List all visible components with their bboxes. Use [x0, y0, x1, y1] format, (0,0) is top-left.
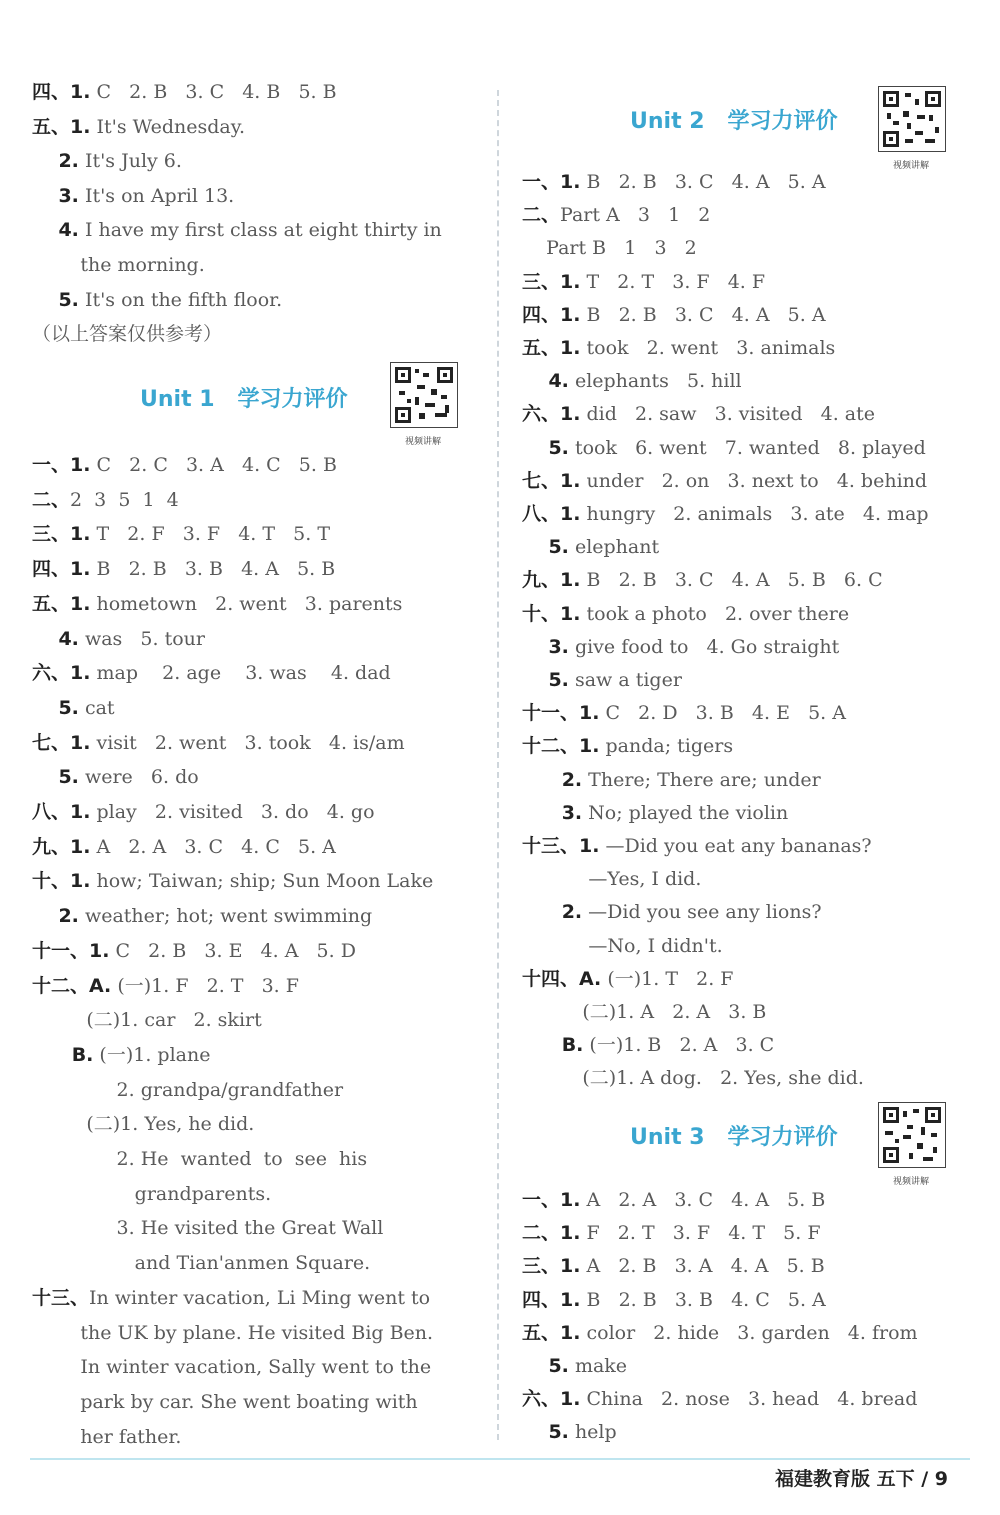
answer-text: It's on the fifth floor.: [78, 288, 283, 311]
answer-line: [522, 1000, 766, 1024]
question-number: 十二、A.: [32, 974, 112, 997]
unit2-qr-caption: 视频讲解: [892, 161, 929, 171]
answer-line: [522, 1221, 821, 1245]
answer-line: [32, 974, 299, 998]
question-number: 四、1.: [522, 303, 581, 326]
answer-line: [522, 236, 697, 260]
answer-text: (一)1. B 2. A 3. C: [583, 1034, 775, 1057]
answer-line: [522, 502, 929, 526]
answer-text: (一)1. T 2. F: [601, 967, 734, 990]
question-number: 六、1.: [522, 403, 581, 426]
question-number: 5.: [522, 1355, 569, 1377]
answer-text: did 2. saw 3. visited 4. ate: [580, 403, 875, 426]
answer-line: [522, 1288, 826, 1312]
answer-line: [522, 1321, 918, 1345]
answer-line: [522, 436, 926, 460]
unit3-title: Unit 3 学习力评价: [630, 1125, 838, 1150]
answer-line: [32, 149, 182, 173]
answer-line: [32, 1425, 181, 1449]
answer-text: hometown 2. went 3. parents: [90, 592, 403, 615]
question-number: 5.: [32, 766, 79, 789]
question-number: 四、1.: [32, 558, 91, 581]
question-number: 二、1.: [522, 1222, 581, 1245]
answer-line: [32, 627, 205, 651]
answer-text: took 2. went 3. animals: [580, 337, 836, 359]
answer-text: hungry 2. animals 3. ate 4. map: [580, 503, 929, 525]
answer-line: [32, 218, 442, 242]
question-number: 4.: [32, 627, 79, 650]
question-number: 5.: [522, 1421, 569, 1444]
answer-line: [32, 696, 115, 720]
answer-line: [32, 904, 372, 928]
answer-line: [522, 668, 682, 692]
answer-line: [522, 834, 872, 858]
answer-text: elephant: [568, 536, 660, 559]
answer-line: [32, 184, 234, 208]
answer-text: Part A 3 1 2: [560, 204, 711, 227]
answer-line: [522, 270, 765, 294]
question-number: 五、1.: [522, 1321, 581, 1344]
answer-text: weather; hot; went swimming: [78, 905, 373, 928]
answer-text: (二)1. Yes, he did.: [32, 1113, 255, 1136]
bottom-rule: [30, 1458, 970, 1460]
answer-text: her father.: [32, 1425, 182, 1448]
answer-line: [522, 934, 723, 958]
answer-line: [32, 731, 405, 755]
question-number: 六、1.: [522, 1388, 581, 1411]
question-number: 十四、A.: [522, 967, 602, 990]
answer-text: I have my first class at eight thirty in: [78, 219, 442, 242]
question-number: 一、1.: [522, 1189, 581, 1211]
unit1-qr-caption: 视频讲解: [404, 437, 441, 447]
question-number: 九、1.: [522, 569, 581, 592]
answer-text: (二)1. A dog. 2. Yes, she did.: [522, 1067, 864, 1090]
answer-text: 2 3 5 1 4: [70, 488, 179, 511]
answer-text: took a photo 2. over there: [580, 602, 850, 625]
answer-text: （以上答案仅供参考）: [32, 323, 223, 346]
answer-line: [522, 1066, 864, 1090]
answer-line: [522, 635, 839, 659]
answer-text: There; There are; under: [582, 768, 821, 791]
answer-line: [522, 1354, 627, 1378]
answer-text: play 2. visited 3. do 4. go: [90, 801, 375, 823]
answer-line: [32, 1321, 433, 1345]
unit1-title: Unit 1 学习力评价: [140, 387, 348, 412]
answer-text: color 2. hide 3. garden 4. from: [580, 1321, 918, 1344]
answer-line: [32, 488, 179, 512]
answer-text: It's on April 13.: [78, 184, 235, 207]
unit2-qr-code-icon[interactable]: [878, 86, 946, 152]
question-number: 4.: [522, 370, 569, 393]
question-number: 十三、: [32, 1286, 90, 1309]
answer-line: [32, 1390, 418, 1414]
unit3-qr-code-icon[interactable]: [878, 1102, 946, 1168]
answer-text: 3. He visited the Great Wall: [32, 1217, 384, 1240]
answer-text: China 2. nose 3. head 4. bread: [580, 1388, 918, 1411]
answer-line: [522, 535, 659, 559]
question-number: B.: [32, 1043, 94, 1066]
answer-text: saw a tiger: [568, 669, 682, 691]
answer-text: give food to 4. Go straight: [568, 635, 840, 658]
answer-text: (一)1. F 2. T 3. F: [111, 974, 299, 997]
answer-line: [522, 900, 822, 924]
answer-text: was 5. tour: [78, 627, 205, 650]
answer-text: A 2. A 3. C 4. C 5. A: [90, 835, 336, 858]
answer-text: map 2. age 3. was 4. dad: [90, 662, 391, 685]
answer-line: [32, 1286, 430, 1310]
answer-line: [32, 800, 375, 824]
answer-text: grandparents.: [32, 1182, 272, 1205]
answer-line: [32, 1043, 210, 1067]
question-number: 2.: [522, 768, 583, 791]
answer-line: [32, 1355, 431, 1379]
answer-text: —Yes, I did.: [522, 868, 702, 891]
question-number: 3.: [32, 184, 79, 207]
answer-line: [32, 765, 199, 789]
question-number: 5.: [32, 696, 79, 719]
answer-line: [522, 801, 788, 825]
answer-text: B 2. B 3. C 4. A 5. A: [580, 303, 826, 326]
answer-text: cat: [78, 696, 115, 719]
answer-text: F 2. T 3. F 4. T 5. F: [580, 1222, 821, 1245]
answer-line: [522, 1254, 825, 1278]
answer-line: [522, 1420, 617, 1444]
answer-text: No; played the violin: [582, 801, 789, 824]
answer-line: [522, 170, 826, 194]
answer-text: Part B 1 3 2: [522, 237, 697, 260]
question-number: 十、1.: [522, 602, 581, 625]
answer-text: (二)1. car 2. skirt: [32, 1009, 262, 1032]
answer-line: [32, 1147, 367, 1171]
answer-line: [522, 469, 927, 493]
answer-line: [32, 1216, 383, 1240]
answer-text: B 2. B 3. C 4. A 5. A: [580, 171, 826, 193]
answer-line: [32, 1182, 271, 1206]
answer-line: [32, 557, 335, 581]
answer-line: [32, 1251, 370, 1275]
answer-text: took 6. went 7. wanted 8. played: [568, 436, 926, 459]
answer-text: (二)1. A 2. A 3. B: [522, 1001, 767, 1023]
answer-line: [32, 939, 356, 963]
answer-line: [522, 701, 846, 725]
question-number: 八、1.: [522, 503, 581, 525]
question-number: 三、1.: [32, 523, 91, 546]
answer-text: In winter vacation, Sally went to the: [32, 1356, 432, 1379]
answer-text: visit 2. went 3. took 4. is/am: [90, 731, 405, 754]
answer-text: 2. grandpa/grandfather: [32, 1078, 344, 1101]
question-number: 一、1.: [32, 454, 91, 476]
answer-text: A 2. A 3. C 4. A 5. B: [580, 1189, 826, 1211]
answer-text: C 2. B 3. C 4. B 5. B: [90, 81, 337, 103]
question-number: 五、1.: [32, 592, 91, 615]
answer-text: C 2. B 3. E 4. A 5. D: [109, 939, 356, 962]
answer-text: It's Wednesday.: [90, 115, 246, 138]
answer-line: [522, 336, 835, 360]
unit1-qr-code-icon[interactable]: [390, 362, 458, 428]
column-divider: [497, 90, 499, 1440]
question-number: 5.: [522, 436, 569, 459]
answer-text: B 2. B 3. B 4. A 5. B: [90, 558, 336, 581]
answer-line: [522, 967, 733, 991]
answer-text: the UK by plane. He visited Big Ben.: [32, 1321, 434, 1344]
unit2-title: Unit 2 学习力评价: [630, 109, 838, 134]
answer-line: [522, 867, 701, 891]
answer-line: [522, 402, 875, 426]
answer-line: [32, 253, 205, 277]
question-number: 十、1.: [32, 870, 91, 893]
answer-line: [32, 1112, 254, 1136]
page-footer: 福建教育版 五下 / 9: [774, 1468, 948, 1490]
answer-line: [522, 568, 883, 592]
question-number: B.: [522, 1034, 584, 1057]
answer-line: [32, 288, 282, 312]
answer-line: [32, 522, 330, 546]
answer-line: [522, 768, 821, 792]
unit3-qr-caption: 视频讲解: [892, 1177, 929, 1187]
question-number: 二、: [522, 204, 561, 227]
question-number: 十二、1.: [522, 735, 600, 758]
question-number: 2.: [32, 150, 79, 173]
answer-text: 2. He wanted to see his: [32, 1148, 368, 1170]
question-number: 5.: [522, 669, 569, 691]
question-number: 5.: [522, 536, 569, 559]
question-number: 七、1.: [32, 731, 91, 754]
answer-line: [32, 453, 337, 477]
question-number: 四、1.: [32, 81, 91, 103]
question-number: 一、1.: [522, 171, 581, 193]
question-number: 三、1.: [522, 270, 581, 293]
answer-text: —No, I didn't.: [522, 934, 723, 957]
question-number: 四、1.: [522, 1288, 581, 1311]
answer-text: T 2. T 3. F 4. F: [580, 270, 766, 293]
answer-text: and Tian'anmen Square.: [32, 1252, 371, 1275]
answer-text: help: [568, 1421, 617, 1444]
question-number: 六、1.: [32, 662, 91, 685]
question-number: 九、1.: [32, 835, 91, 858]
answer-text: park by car. She went boating with: [32, 1390, 418, 1413]
answer-line: [32, 661, 391, 685]
answer-text: under 2. on 3. next to 4. behind: [580, 469, 928, 492]
answer-line: [522, 734, 733, 758]
answer-text: make: [568, 1355, 628, 1377]
question-number: 5.: [32, 288, 79, 311]
answer-text: C 2. C 3. A 4. C 5. B: [90, 454, 337, 476]
answer-line: [32, 115, 245, 139]
answer-line: [522, 1033, 774, 1057]
answer-line: [32, 1008, 262, 1032]
question-number: 3.: [522, 801, 583, 824]
answer-line: [522, 303, 826, 327]
question-number: 2.: [32, 905, 79, 928]
answer-line: [522, 203, 710, 227]
question-number: 二、: [32, 488, 71, 511]
answer-line: [522, 369, 742, 393]
question-number: 4.: [32, 219, 79, 242]
question-number: 3.: [522, 635, 569, 658]
answer-text: It's July 6.: [78, 150, 182, 173]
question-number: 七、1.: [522, 469, 581, 492]
question-number: 十三、1.: [522, 835, 600, 857]
answer-line: [522, 1188, 825, 1212]
answer-text: C 2. D 3. B 4. E 5. A: [599, 702, 846, 725]
answer-text: A 2. B 3. A 4. A 5. B: [580, 1255, 825, 1278]
answer-line: [522, 602, 849, 626]
question-number: 五、1.: [522, 337, 581, 359]
answer-text: T 2. F 3. F 4. T 5. T: [90, 523, 331, 546]
question-number: 2.: [522, 901, 583, 924]
answer-line: [32, 592, 402, 616]
answer-text: —Did you see any lions?: [582, 901, 822, 924]
answer-text: —Did you eat any bananas?: [599, 835, 872, 857]
answer-text: panda; tigers: [599, 735, 734, 758]
question-number: 十一、1.: [522, 702, 600, 725]
answer-line: [32, 1078, 343, 1102]
answer-line: [32, 869, 433, 893]
question-number: 五、1.: [32, 115, 91, 138]
question-number: 十一、1.: [32, 939, 110, 962]
answer-text: the morning.: [32, 254, 205, 276]
answer-line: [32, 322, 222, 346]
answer-line: [32, 80, 337, 104]
answer-line: [32, 835, 336, 859]
answer-text: elephants 5. hill: [568, 370, 742, 393]
answer-text: B 2. B 3. B 4. C 5. A: [580, 1288, 826, 1311]
answer-text: were 6. do: [78, 766, 199, 789]
question-number: 三、1.: [522, 1255, 581, 1278]
answer-line: [522, 1387, 917, 1411]
answer-text: (一)1. plane: [93, 1043, 211, 1066]
answer-text: how; Taiwan; ship; Sun Moon Lake: [90, 870, 434, 893]
answer-text: In winter vacation, Li Ming went to: [89, 1286, 431, 1309]
answer-text: B 2. B 3. C 4. A 5. B 6. C: [580, 569, 883, 592]
question-number: 八、1.: [32, 801, 91, 823]
